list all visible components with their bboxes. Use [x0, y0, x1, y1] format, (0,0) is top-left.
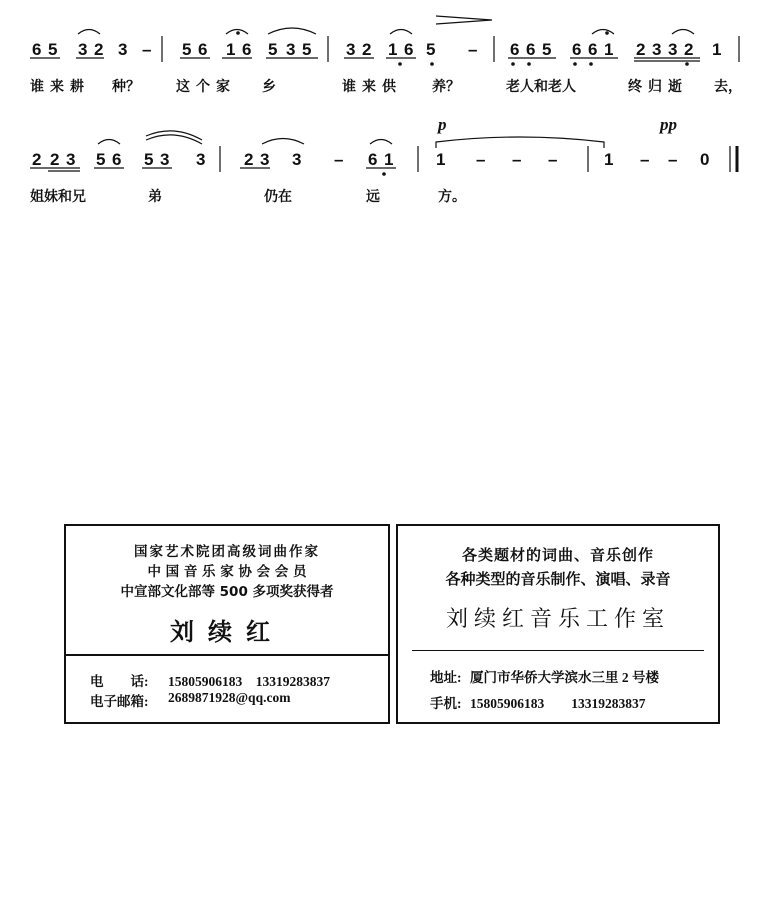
studio-name: 刘续红音乐工作室	[445, 607, 670, 632]
slur	[262, 139, 304, 145]
lyric: 弟	[148, 189, 162, 205]
note: 6	[588, 40, 598, 59]
note: 3	[346, 40, 356, 59]
note: 3	[66, 150, 76, 169]
mobile-numbers[interactable]: 15805906183 13319283837	[470, 696, 646, 711]
address-text: 厦门市华侨大学滨水三里 2 号楼	[470, 670, 659, 685]
title-line: 中宣部文化部等 500 多项奖获得者	[120, 584, 334, 600]
slur	[592, 30, 614, 35]
note: 3	[196, 150, 206, 169]
note: 6	[572, 40, 582, 59]
lyric: 姐妹和兄	[30, 189, 86, 205]
note: 3	[668, 40, 678, 59]
note: 1	[436, 150, 446, 169]
note: 6	[368, 150, 378, 169]
lyric: 谁来耕	[30, 79, 90, 95]
lyric: 这个家	[176, 79, 236, 95]
slur	[672, 30, 694, 35]
note: 5	[268, 40, 278, 59]
note: 6	[112, 150, 122, 169]
phone-label: 电 话:	[90, 674, 149, 689]
note: 6	[510, 40, 520, 59]
title-line: 中 国 音 乐 家 协 会 会 员	[147, 564, 307, 580]
lyric: 终归逝	[628, 79, 688, 95]
note: 3	[118, 40, 128, 59]
lyric: 种？	[112, 79, 140, 95]
note: 2	[636, 40, 646, 59]
note: 3	[286, 40, 296, 59]
dash-extension: –	[468, 40, 478, 59]
address-label: 地址:	[430, 670, 462, 685]
dynamic-pianissimo: pp	[660, 115, 677, 134]
dynamic-piano: p	[438, 115, 447, 134]
note: 2	[244, 150, 254, 169]
dash-extension: –	[334, 150, 344, 169]
note: 3	[160, 150, 170, 169]
note: 0	[700, 150, 710, 169]
phone-numbers[interactable]: 15805906183 13319283837	[168, 674, 330, 689]
note: 3	[78, 40, 88, 59]
lyric: 养？	[432, 79, 460, 95]
author-name: 刘续红	[170, 620, 284, 646]
note: 5	[96, 150, 106, 169]
dash-extension: –	[640, 150, 650, 169]
slur	[390, 30, 412, 35]
note: 2	[684, 40, 694, 59]
email-label: 电子邮箱:	[90, 694, 149, 709]
note: 3	[652, 40, 662, 59]
note: 5	[302, 40, 312, 59]
service-line: 各类题材的词曲、音乐创作	[461, 546, 654, 564]
note: 1	[604, 40, 614, 59]
mobile-label: 手机:	[430, 696, 462, 711]
note: 5	[144, 150, 154, 169]
dash-extension: –	[476, 150, 486, 169]
numbered-score	[0, 0, 769, 260]
note: 6	[198, 40, 208, 59]
note: 6	[526, 40, 536, 59]
note: 1	[388, 40, 398, 59]
note: 3	[260, 150, 270, 169]
dash-extension: –	[512, 150, 522, 169]
lyric: 谁来供	[342, 79, 402, 95]
lyric: 方。	[438, 189, 466, 205]
slur	[370, 140, 392, 145]
note: 5	[542, 40, 552, 59]
note: 5	[48, 40, 58, 59]
dash-extension: –	[548, 150, 558, 169]
note: 2	[362, 40, 372, 59]
note: 6	[32, 40, 42, 59]
decrescendo-hairpin	[436, 16, 492, 24]
dash-extension: –	[142, 40, 152, 59]
note: 1	[712, 40, 722, 59]
divider	[412, 650, 704, 651]
card-header	[66, 526, 388, 656]
slur	[78, 30, 100, 35]
note: 6	[242, 40, 252, 59]
note: 5	[182, 40, 192, 59]
tie	[436, 137, 604, 148]
lyric: 老人和老人	[506, 79, 576, 95]
business-card-left	[64, 524, 390, 724]
lyric: 仍在	[264, 189, 292, 205]
lyric: 乡	[262, 79, 276, 95]
note: 2	[50, 150, 60, 169]
dash-extension: –	[668, 150, 678, 169]
note: 5	[426, 40, 436, 59]
note: 1	[384, 150, 394, 169]
note: 3	[292, 150, 302, 169]
business-card-right	[396, 524, 720, 724]
note: 2	[32, 150, 42, 169]
service-line: 各种类型的音乐制作、演唱、录音	[445, 570, 671, 588]
lyric: 去，	[714, 79, 742, 95]
email-address[interactable]: 2689871928@qq.com	[168, 690, 291, 705]
note: 2	[94, 40, 104, 59]
slur	[268, 28, 316, 34]
title-line: 国家艺术院团高级词曲作家	[134, 544, 320, 560]
note: 1	[226, 40, 236, 59]
note: 6	[404, 40, 414, 59]
lyric: 远	[366, 189, 380, 205]
note: 1	[604, 150, 614, 169]
slur	[98, 140, 120, 145]
